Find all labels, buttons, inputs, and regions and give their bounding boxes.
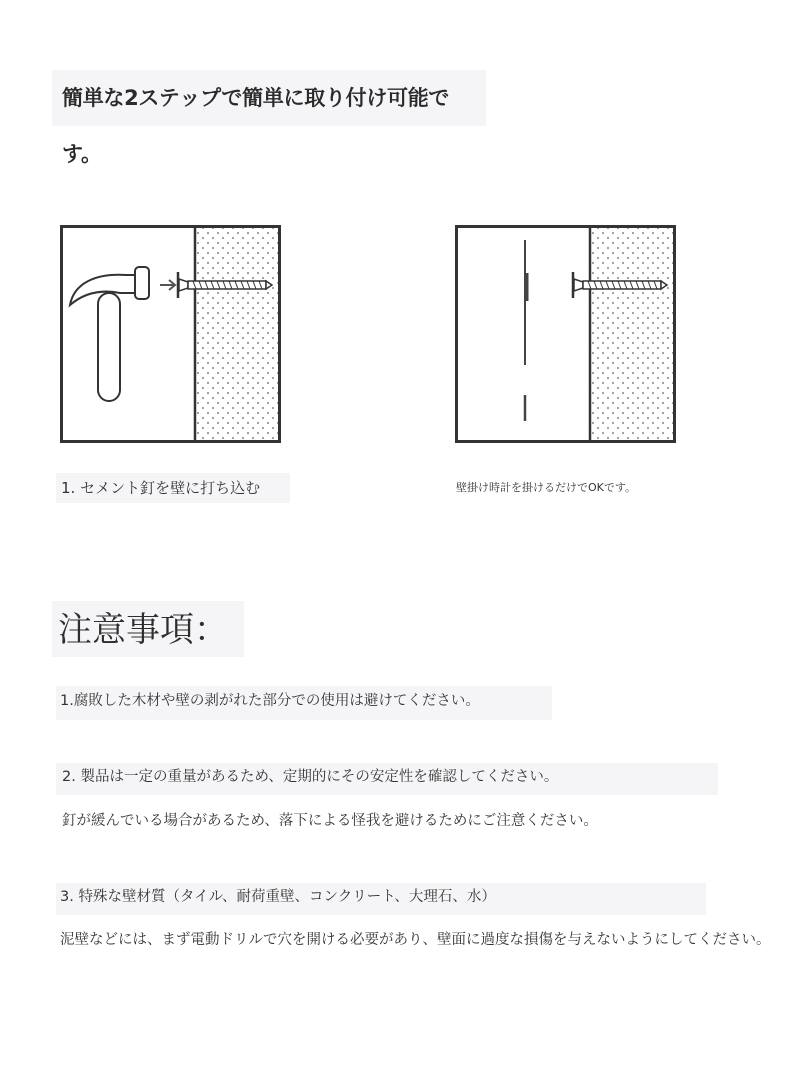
step1-illustration (60, 225, 281, 443)
headline: 簡単な2ステップで簡単に取り付け可能です。 (52, 70, 486, 126)
notice-item-1: 1.腐敗した木材や壁の剥がれた部分での使用は避けてください。 (56, 686, 552, 720)
step2-illustration (455, 225, 676, 443)
step1-caption: 1. セメント釘を壁に打ち込む (56, 473, 290, 503)
notice-item-2-line-1: 2. 製品は一定の重量があるため、定期的にその安定性を確認してください。 (56, 763, 718, 795)
notice-item-3-line-1: 3. 特殊な壁材質（タイル、耐荷重壁、コンクリート、大理石、水） (56, 883, 706, 915)
notice-item-2-line-2: 釘が緩んでいる場合があるため、落下による怪我を避けるためにご注意ください。 (62, 813, 598, 829)
step2-caption: 壁掛け時計を掛けるだけでOKです。 (456, 481, 636, 494)
notice-title: 注意事項： (52, 601, 244, 657)
notice-item-3-line-2: 泥壁などには、まず電動ドリルで穴を開ける必要があり、壁面に過度な損傷を与えないようにしてください。 (60, 932, 771, 948)
